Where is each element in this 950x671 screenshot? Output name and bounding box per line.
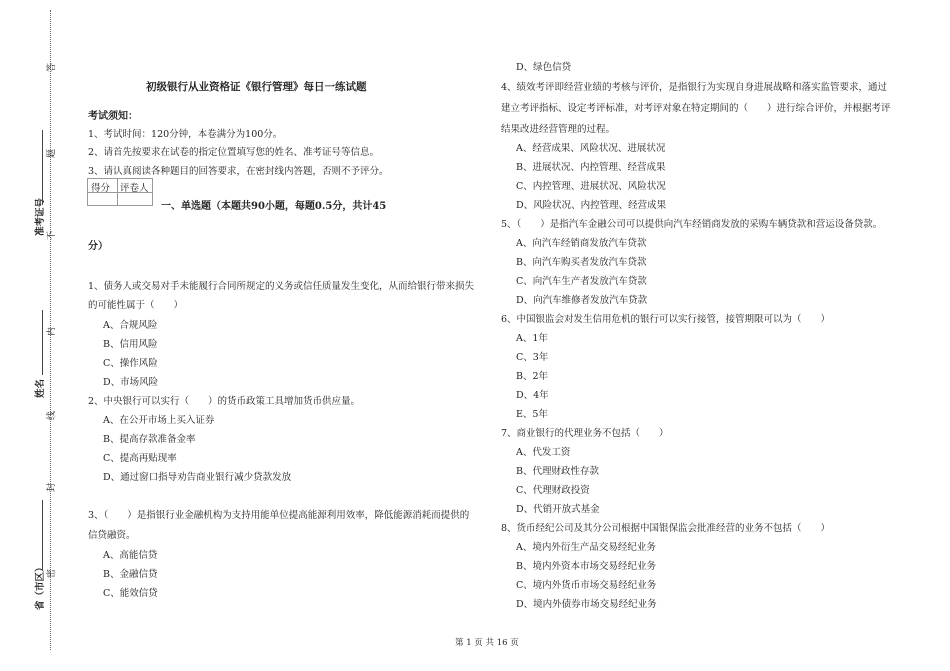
question-stem: 的可能性属于（ ） xyxy=(88,300,184,311)
option: B、2年 xyxy=(516,371,549,382)
score-label: 得分 xyxy=(91,183,111,194)
option: A、1年 xyxy=(516,333,548,344)
option: A、合规风险 xyxy=(103,320,158,331)
option: B、代理财政性存款 xyxy=(516,466,599,477)
question-stem: 3、（ ）是指银行业金融机构为支持用能单位提高能源利用效率，降低能源消耗而提供的 xyxy=(88,510,470,521)
option: D、风险状况、内控管理、经营成果 xyxy=(516,200,667,211)
question-stem: 信贷融资。 xyxy=(88,530,136,541)
seal-char-bu: 不 xyxy=(47,230,57,240)
option: A、代发工资 xyxy=(516,447,571,458)
option: C、提高再贴现率 xyxy=(103,453,177,464)
name-underline xyxy=(42,310,43,375)
option: A、在公开市场上买入证券 xyxy=(103,415,215,426)
option: B、境内外资本市场交易经纪业务 xyxy=(516,561,656,572)
seal-char-xian: 线 xyxy=(47,410,57,420)
page-number: 第 1 页 共 16 页 xyxy=(455,638,519,648)
option: C、境内外货币市场交易经纪业务 xyxy=(516,580,657,591)
option: C、内控管理、进展状况、风险状况 xyxy=(516,181,666,192)
option: D、市场风险 xyxy=(103,377,159,388)
exam-id-underline xyxy=(42,130,43,205)
region-label: 省（市区） xyxy=(35,562,46,610)
question-stem: 6、中国银监会对发生信用危机的银行可以实行接管，接管期限可以为（ ） xyxy=(501,314,831,325)
seal-char-feng: 封 xyxy=(47,482,57,492)
section-heading: 一、单选题（本题共90小题，每题0.5分，共计45 xyxy=(161,201,387,212)
option: E、5年 xyxy=(516,409,548,420)
option: C、3年 xyxy=(516,352,549,363)
option: A、经营成果、风险状况、进展状况 xyxy=(516,143,666,154)
option: D、4年 xyxy=(516,390,549,401)
name-label: 姓名 xyxy=(35,378,46,398)
grader-label: 评卷人 xyxy=(120,183,149,194)
notice-item: 2、请首先按要求在试卷的指定位置填写您的姓名、准考证号等信息。 xyxy=(88,147,380,158)
option: A、境内外衍生产品交易经纪业务 xyxy=(516,542,656,553)
option: C、能效信贷 xyxy=(103,588,158,599)
binding-margin xyxy=(0,0,75,671)
option: B、进展状况、内控管理、经营成果 xyxy=(516,162,666,173)
option: A、向汽车经销商发放汽车贷款 xyxy=(516,238,647,249)
option: D、向汽车维修者发放汽车贷款 xyxy=(516,295,648,306)
option: D、通过窗口指导劝告商业银行减少贷款发放 xyxy=(103,472,292,483)
question-stem: 5、（ ）是指汽车金融公司可以提供向汽车经销商发放的采购车辆贷款和营运设备贷款。 xyxy=(501,219,883,230)
score-table xyxy=(87,178,153,206)
notice-item: 3、请认真阅读各种题目的回答要求，在密封线内答题，否则不予评分。 xyxy=(88,166,389,177)
page-title: 初级银行从业资格证《银行管理》每日一练试题 xyxy=(146,81,367,93)
question-stem: 结果改进经营管理的过程。 xyxy=(501,124,616,135)
option: D、绿色信贷 xyxy=(516,62,572,73)
option: C、向汽车生产者发放汽车贷款 xyxy=(516,276,647,287)
question-stem: 8、货币经纪公司及其分公司根据中国银保监会批准经营的业务不包括（ ） xyxy=(501,523,831,534)
question-stem: 2、中央银行可以实行（ ）的货币政策工具增加货币供应量。 xyxy=(88,396,361,407)
question-stem: 4、绩效考评即经营业绩的考核与评价，是指银行为实现自身进展战略和落实监管要求，通过 xyxy=(501,82,888,93)
question-stem: 7、商业银行的代理业务不包括（ ） xyxy=(501,428,669,439)
option: B、向汽车购买者发放汽车贷款 xyxy=(516,257,647,268)
option: D、代销开放式基金 xyxy=(516,504,600,515)
question-stem: 1、债务人或交易对手未能履行合同所规定的义务或信任质量发生变化，从而给银行带来损失 xyxy=(88,281,475,292)
question-stem: 建立考评指标、设定考评标准，对考评对象在特定期间的（ ）进行综合评价，并根据考评 xyxy=(501,103,891,114)
notice-heading: 考试须知： xyxy=(88,111,138,122)
seal-char-mi: 密 xyxy=(47,568,57,578)
option: A、高能信贷 xyxy=(103,550,158,561)
region-underline xyxy=(42,500,43,570)
option: B、金融信贷 xyxy=(103,569,158,580)
notice-item: 1、考试时间：120分钟，本卷满分为100分。 xyxy=(88,129,283,140)
section-heading-cont: 分） xyxy=(88,241,108,252)
option: B、信用风险 xyxy=(103,339,158,350)
exam-id-label: 准考证号 xyxy=(35,197,46,236)
seal-char-ti: 题 xyxy=(47,148,57,158)
option: B、提高存款准备金率 xyxy=(103,434,196,445)
option: D、境内外债券市场交易经纪业务 xyxy=(516,599,657,610)
seal-char-nei: 内 xyxy=(47,326,57,336)
option: C、代理财政投资 xyxy=(516,485,590,496)
seal-char-da: 答 xyxy=(47,62,57,72)
option: C、操作风险 xyxy=(103,358,158,369)
